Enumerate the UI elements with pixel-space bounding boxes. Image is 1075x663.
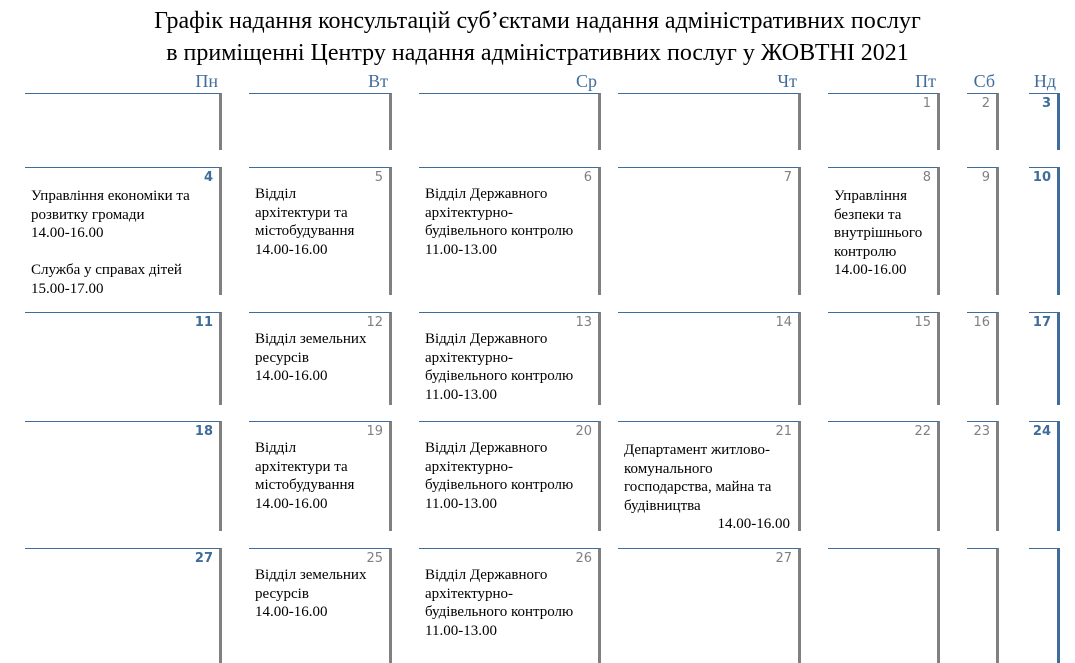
day-cell-week4-tue bbox=[249, 421, 392, 531]
weekday-header-fri: Пт bbox=[915, 71, 936, 91]
day-cell-week1-wed bbox=[419, 93, 601, 150]
day-cell-week2-wed bbox=[419, 167, 601, 295]
day-cell-week4-mon bbox=[25, 421, 222, 531]
day-number: 12 bbox=[366, 315, 383, 330]
day-cell-week3-sun bbox=[1029, 312, 1060, 405]
consultation-entry: Управління безпеки та внутрішнього контролю 14.00-16.00 bbox=[834, 188, 923, 278]
day-number: 14 bbox=[775, 315, 792, 330]
day-cell-week4-wed bbox=[419, 421, 601, 531]
day-cell-week5-thu bbox=[618, 548, 801, 663]
day-cell-week3-mon bbox=[25, 312, 222, 405]
consultation-entry: Служба у справах дітей 15.00-17.00 bbox=[31, 262, 182, 297]
day-number: 25 bbox=[366, 551, 383, 566]
day-number: 18 bbox=[194, 424, 213, 439]
day-number: 19 bbox=[366, 424, 383, 439]
day-cell-week4-fri bbox=[828, 421, 940, 531]
day-cell-week4-sun bbox=[1029, 421, 1060, 531]
day-cell-week4-sat bbox=[967, 421, 999, 531]
consultation-entry: Відділ земельних ресурсів 14.00-16.00 bbox=[255, 331, 367, 384]
day-cell-week4-thu bbox=[618, 421, 801, 531]
weekday-header-sat: Сб bbox=[973, 71, 995, 91]
day-cell-week2-fri bbox=[828, 167, 940, 295]
day-number: 1 bbox=[922, 96, 931, 111]
day-number: 15 bbox=[914, 315, 931, 330]
day-cell-week2-thu bbox=[618, 167, 801, 295]
day-cell-week1-sun bbox=[1029, 93, 1060, 150]
day-cell-week2-tue bbox=[249, 167, 392, 295]
consultation-entry: 14.00-16.00 bbox=[717, 516, 790, 532]
day-number: 5 bbox=[374, 170, 383, 185]
consultation-entry: Управління економіки та розвитку громади 14.00-16.00 bbox=[31, 188, 190, 241]
day-number: 23 bbox=[973, 424, 990, 439]
day-number: 4 bbox=[203, 170, 213, 185]
day-number: 26 bbox=[575, 551, 592, 566]
day-number: 21 bbox=[775, 424, 792, 439]
day-cell-week5-tue bbox=[249, 548, 392, 663]
day-number: 24 bbox=[1032, 424, 1051, 439]
day-cell-week5-sun bbox=[1029, 548, 1060, 663]
day-cell-week3-wed bbox=[419, 312, 601, 405]
day-cell-week2-sun bbox=[1029, 167, 1060, 295]
day-cell-week3-sat bbox=[967, 312, 999, 405]
day-cell-week5-sat bbox=[967, 548, 999, 663]
day-cell-week5-wed bbox=[419, 548, 601, 663]
day-cell-week2-mon bbox=[25, 167, 222, 295]
day-number: 3 bbox=[1041, 96, 1051, 111]
day-number: 20 bbox=[575, 424, 592, 439]
day-cell-week1-tue bbox=[249, 93, 392, 150]
day-cell-week5-mon bbox=[25, 548, 222, 663]
day-number: 8 bbox=[922, 170, 931, 185]
day-cell-week3-fri bbox=[828, 312, 940, 405]
day-number: 17 bbox=[1032, 315, 1051, 330]
weekday-header-sun: Нд bbox=[1033, 71, 1056, 91]
day-number: 7 bbox=[783, 170, 792, 185]
day-number: 22 bbox=[914, 424, 931, 439]
consultation-entry: Відділ Державного архітектурно- будівельного контролю 11.00-13.00 bbox=[425, 440, 574, 512]
page-title-line-1: Графік надання консультацій суб’єктами надання адміністративних послуг bbox=[154, 8, 921, 34]
consultation-entry: Відділ архітектури та містобудування 14.00-16.00 bbox=[255, 440, 355, 512]
day-cell-week1-fri bbox=[828, 93, 940, 150]
consultation-entry: Відділ Державного архітектурно- будівельного контролю 11.00-13.00 bbox=[425, 331, 574, 403]
day-number: 10 bbox=[1032, 170, 1051, 185]
consultation-entry: Департамент житлово- комунального господарства, майна та будівництва bbox=[624, 442, 772, 514]
day-number: 2 bbox=[981, 96, 990, 111]
weekday-header-mon: Пн bbox=[195, 71, 218, 91]
day-cell-week3-thu bbox=[618, 312, 801, 405]
day-number: 27 bbox=[194, 551, 213, 566]
day-number: 27 bbox=[775, 551, 792, 566]
day-number: 13 bbox=[575, 315, 592, 330]
day-cell-week1-mon bbox=[25, 93, 222, 150]
day-number: 11 bbox=[194, 315, 213, 330]
weekday-header-thu: Чт bbox=[777, 71, 797, 91]
day-cell-week5-fri bbox=[828, 548, 940, 663]
weekday-header-wed: Ср bbox=[575, 71, 597, 91]
day-number: 9 bbox=[981, 170, 990, 185]
day-cell-week2-sat bbox=[967, 167, 999, 295]
consultation-entry: Відділ Державного архітектурно- будівельного контролю 11.00-13.00 bbox=[425, 186, 574, 258]
day-cell-week3-tue bbox=[249, 312, 392, 405]
consultation-entry: Відділ Державного архітектурно- будівельного контролю 11.00-13.00 bbox=[425, 567, 574, 639]
day-cell-week1-sat bbox=[967, 93, 999, 150]
day-cell-week1-thu bbox=[618, 93, 801, 150]
page-title-line-2: в приміщенні Центру надання адміністративних послуг у ЖОВТНІ 2021 bbox=[166, 40, 909, 66]
consultation-entry: Відділ земельних ресурсів 14.00-16.00 bbox=[255, 567, 367, 620]
consultation-entry: Відділ архітектури та містобудування 14.00-16.00 bbox=[255, 186, 355, 258]
day-number: 16 bbox=[973, 315, 990, 330]
weekday-header-tue: Вт bbox=[368, 71, 388, 91]
day-number: 6 bbox=[583, 170, 592, 185]
